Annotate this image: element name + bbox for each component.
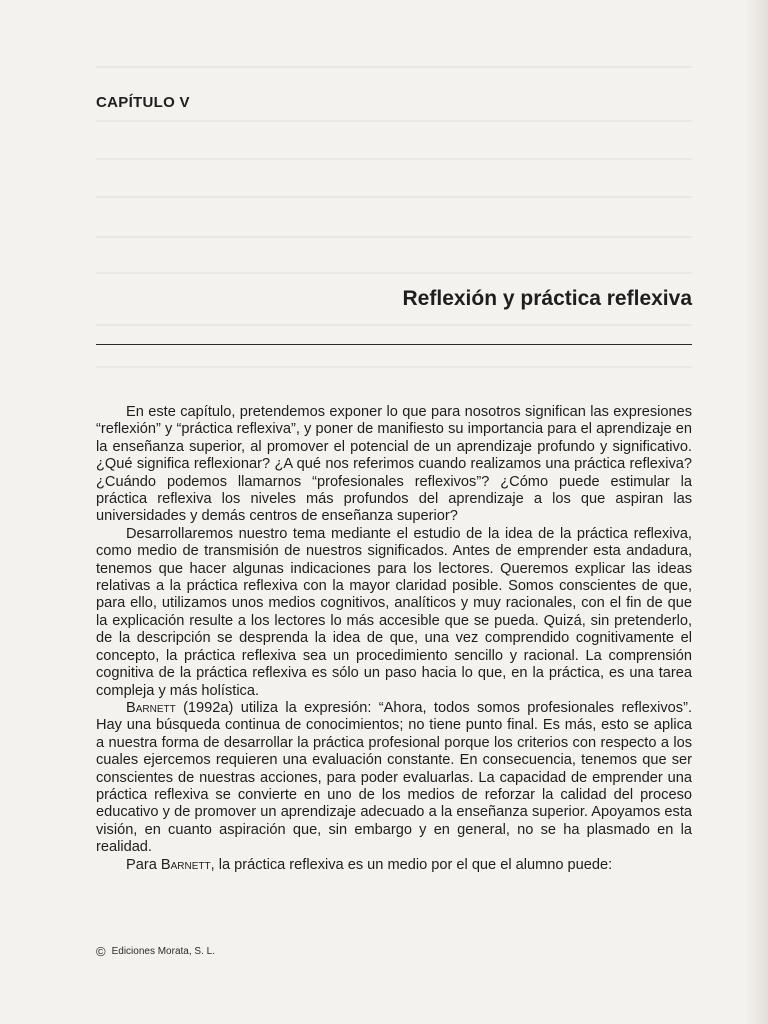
- paragraph-text: Desarrollaremos nuestro tema mediante el estudio de la idea de la práctica reflexiva, como medio de transmisión de nuestros significados. Antes de emprender esta andadura, tenemos que hacer algunas indicaciones para los lectores. Queremos explicar las ideas relativas a la práctica reflexiva con la mayor claridad posible. Somos conscientes de que, para ello, utilizamos unos medios cognitivos, analíticos y muy racionales, con el fin de que la explicación resulte a los lectores lo más accesible que se pueda. Quizá, sin pretenderlo, de la descripción se desprenda la idea de que, una vez comprendido cognitivamente el concepto, la práctica reflexiva sea un procedimiento sencillo y racional. La comprensión cognitiva de la práctica reflexiva es sólo un paso hacia lo que, en la práctica, es una tarea compleja y más holística.: [96, 525, 692, 699]
- paragraph-text: (1992a) utiliza la expresión: “Ahora, todos somos profesionales reflexivos”. Hay una búsqueda continua de conocimientos; no tiene punto final. Es más, esto se aplica a nuestra forma de desarrollar la práctica profesional porque los criterios con respecto a los cuales ejercemos requieren una evaluación constante. En consecuencia, tenemos que ser conscientes de nuestras acciones, para poder evaluarlas. La capacidad de emprender una práctica reflexiva se convierte en uno de los medios de reforzar la calidad del proceso educativo y de promover un aprendizaje adecuado a la enseñanza superior. Apoyamos esta visión, en cuanto aspiración que, sin embargo y en general, no se ha plasmado en la realidad.: [96, 699, 692, 856]
- show-through: [96, 236, 692, 238]
- paragraph: [96, 857, 692, 874]
- show-through: [96, 66, 692, 68]
- chapter-label: CAPÍTULO V: [96, 94, 190, 111]
- author-name: Barnett: [160, 856, 211, 873]
- show-through: [96, 158, 692, 160]
- show-through: [96, 272, 692, 274]
- show-through: [96, 366, 692, 368]
- page-edge-shadow: [746, 0, 768, 1024]
- author-name: Barnett: [126, 699, 176, 716]
- show-through: [96, 196, 692, 198]
- body-text: [96, 404, 692, 874]
- publisher-name: Ediciones Morata, S. L.: [111, 946, 215, 957]
- paragraph: [96, 526, 692, 700]
- paragraph-text: , la práctica reflexiva es un medio por el que el alumno puede:: [210, 856, 613, 873]
- paragraph: [96, 404, 692, 526]
- title-divider: [96, 344, 692, 345]
- copyright-icon: ©: [96, 944, 106, 959]
- page-footer: [96, 945, 215, 958]
- paragraph: [96, 700, 692, 857]
- paragraph-text: En este capítulo, pretendemos exponer lo que para nosotros significan las expresiones “reflexión” y “práctica reflexiva”, y poner de manifiesto su importancia para el aprendizaje en la enseñanza superior, al promover el potencial de un aprendizaje profundo y significativo. ¿Qué significa reflexionar? ¿A qué nos referimos cuando realizamos una práctica reflexiva? ¿Cuándo podemos llamarnos “profesionales reflexivos”? ¿Cómo puede estimular la práctica reflexiva los niveles más profundos del aprendizaje a los que aspiran las universidades y demás centros de enseñanza superior?: [96, 404, 692, 525]
- show-through: [96, 120, 692, 122]
- paragraph-lead: Para: [126, 856, 161, 873]
- show-through: [96, 324, 692, 326]
- chapter-title: Reflexión y práctica reflexiva: [402, 287, 692, 310]
